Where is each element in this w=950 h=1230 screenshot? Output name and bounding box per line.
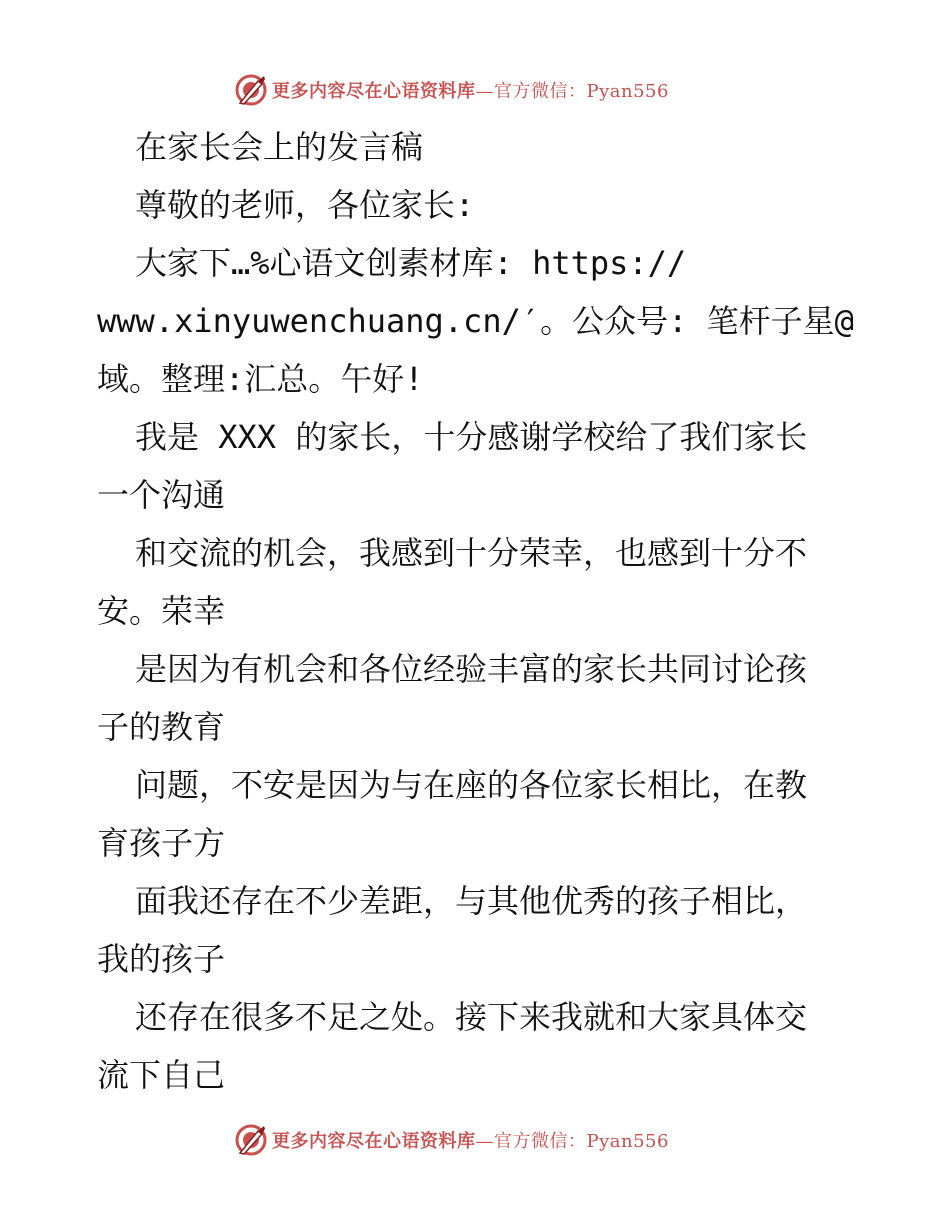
paragraph-line: 问题，不安是因为与在座的各位家长相比，在教: [135, 766, 808, 804]
header-banner-bold: 更多内容尽在心语资料库: [272, 81, 476, 102]
header-banner-text: [272, 77, 669, 103]
paragraph-line: 一个沟通: [97, 476, 226, 514]
footer-banner: [234, 1122, 714, 1158]
paragraph-line: 面我还存在不少差距，与其他优秀的孩子相比，: [135, 882, 808, 920]
paragraph-line: 域。整理:汇总。午好!: [97, 360, 424, 398]
paragraph-line: 大家下…%心语文创素材库: https://: [135, 244, 687, 282]
pen-logo-icon: [234, 73, 268, 107]
header-banner: [234, 72, 714, 108]
paragraph-line: 安。荣幸: [97, 592, 226, 630]
paragraph-line: 我的孩子: [97, 940, 226, 978]
paragraph-line: 是因为有机会和各位经验丰富的家长共同讨论孩: [135, 650, 808, 688]
paragraph-line: 流下自己: [97, 1056, 226, 1094]
footer-banner-bold: 更多内容尽在心语资料库: [272, 1131, 476, 1152]
paragraph-line: 还存在很多不足之处。接下来我就和大家具体交: [135, 998, 808, 1036]
paragraph-line: 子的教育: [97, 708, 226, 746]
salutation: 尊敬的老师，各位家长:: [135, 186, 475, 224]
paragraph-line: 我是 XXX 的家长，十分感谢学校给了我们家长: [135, 418, 808, 456]
paragraph-line: 育孩子方: [97, 824, 226, 862]
document-title: 在家长会上的发言稿: [135, 128, 424, 166]
footer-banner-text: [272, 1127, 669, 1153]
footer-banner-rest: —官方微信：Pyan556: [475, 1131, 669, 1152]
pen-logo-icon: [234, 1123, 268, 1157]
document-body: [97, 118, 857, 1104]
paragraph-line: 和交流的机会，我感到十分荣幸，也感到十分不: [135, 534, 808, 572]
header-banner-rest: —官方微信：Pyan556: [475, 81, 669, 102]
paragraph-line: www.xinyuwenchuang.cn/′。公众号: 笔杆子星@: [97, 302, 854, 340]
